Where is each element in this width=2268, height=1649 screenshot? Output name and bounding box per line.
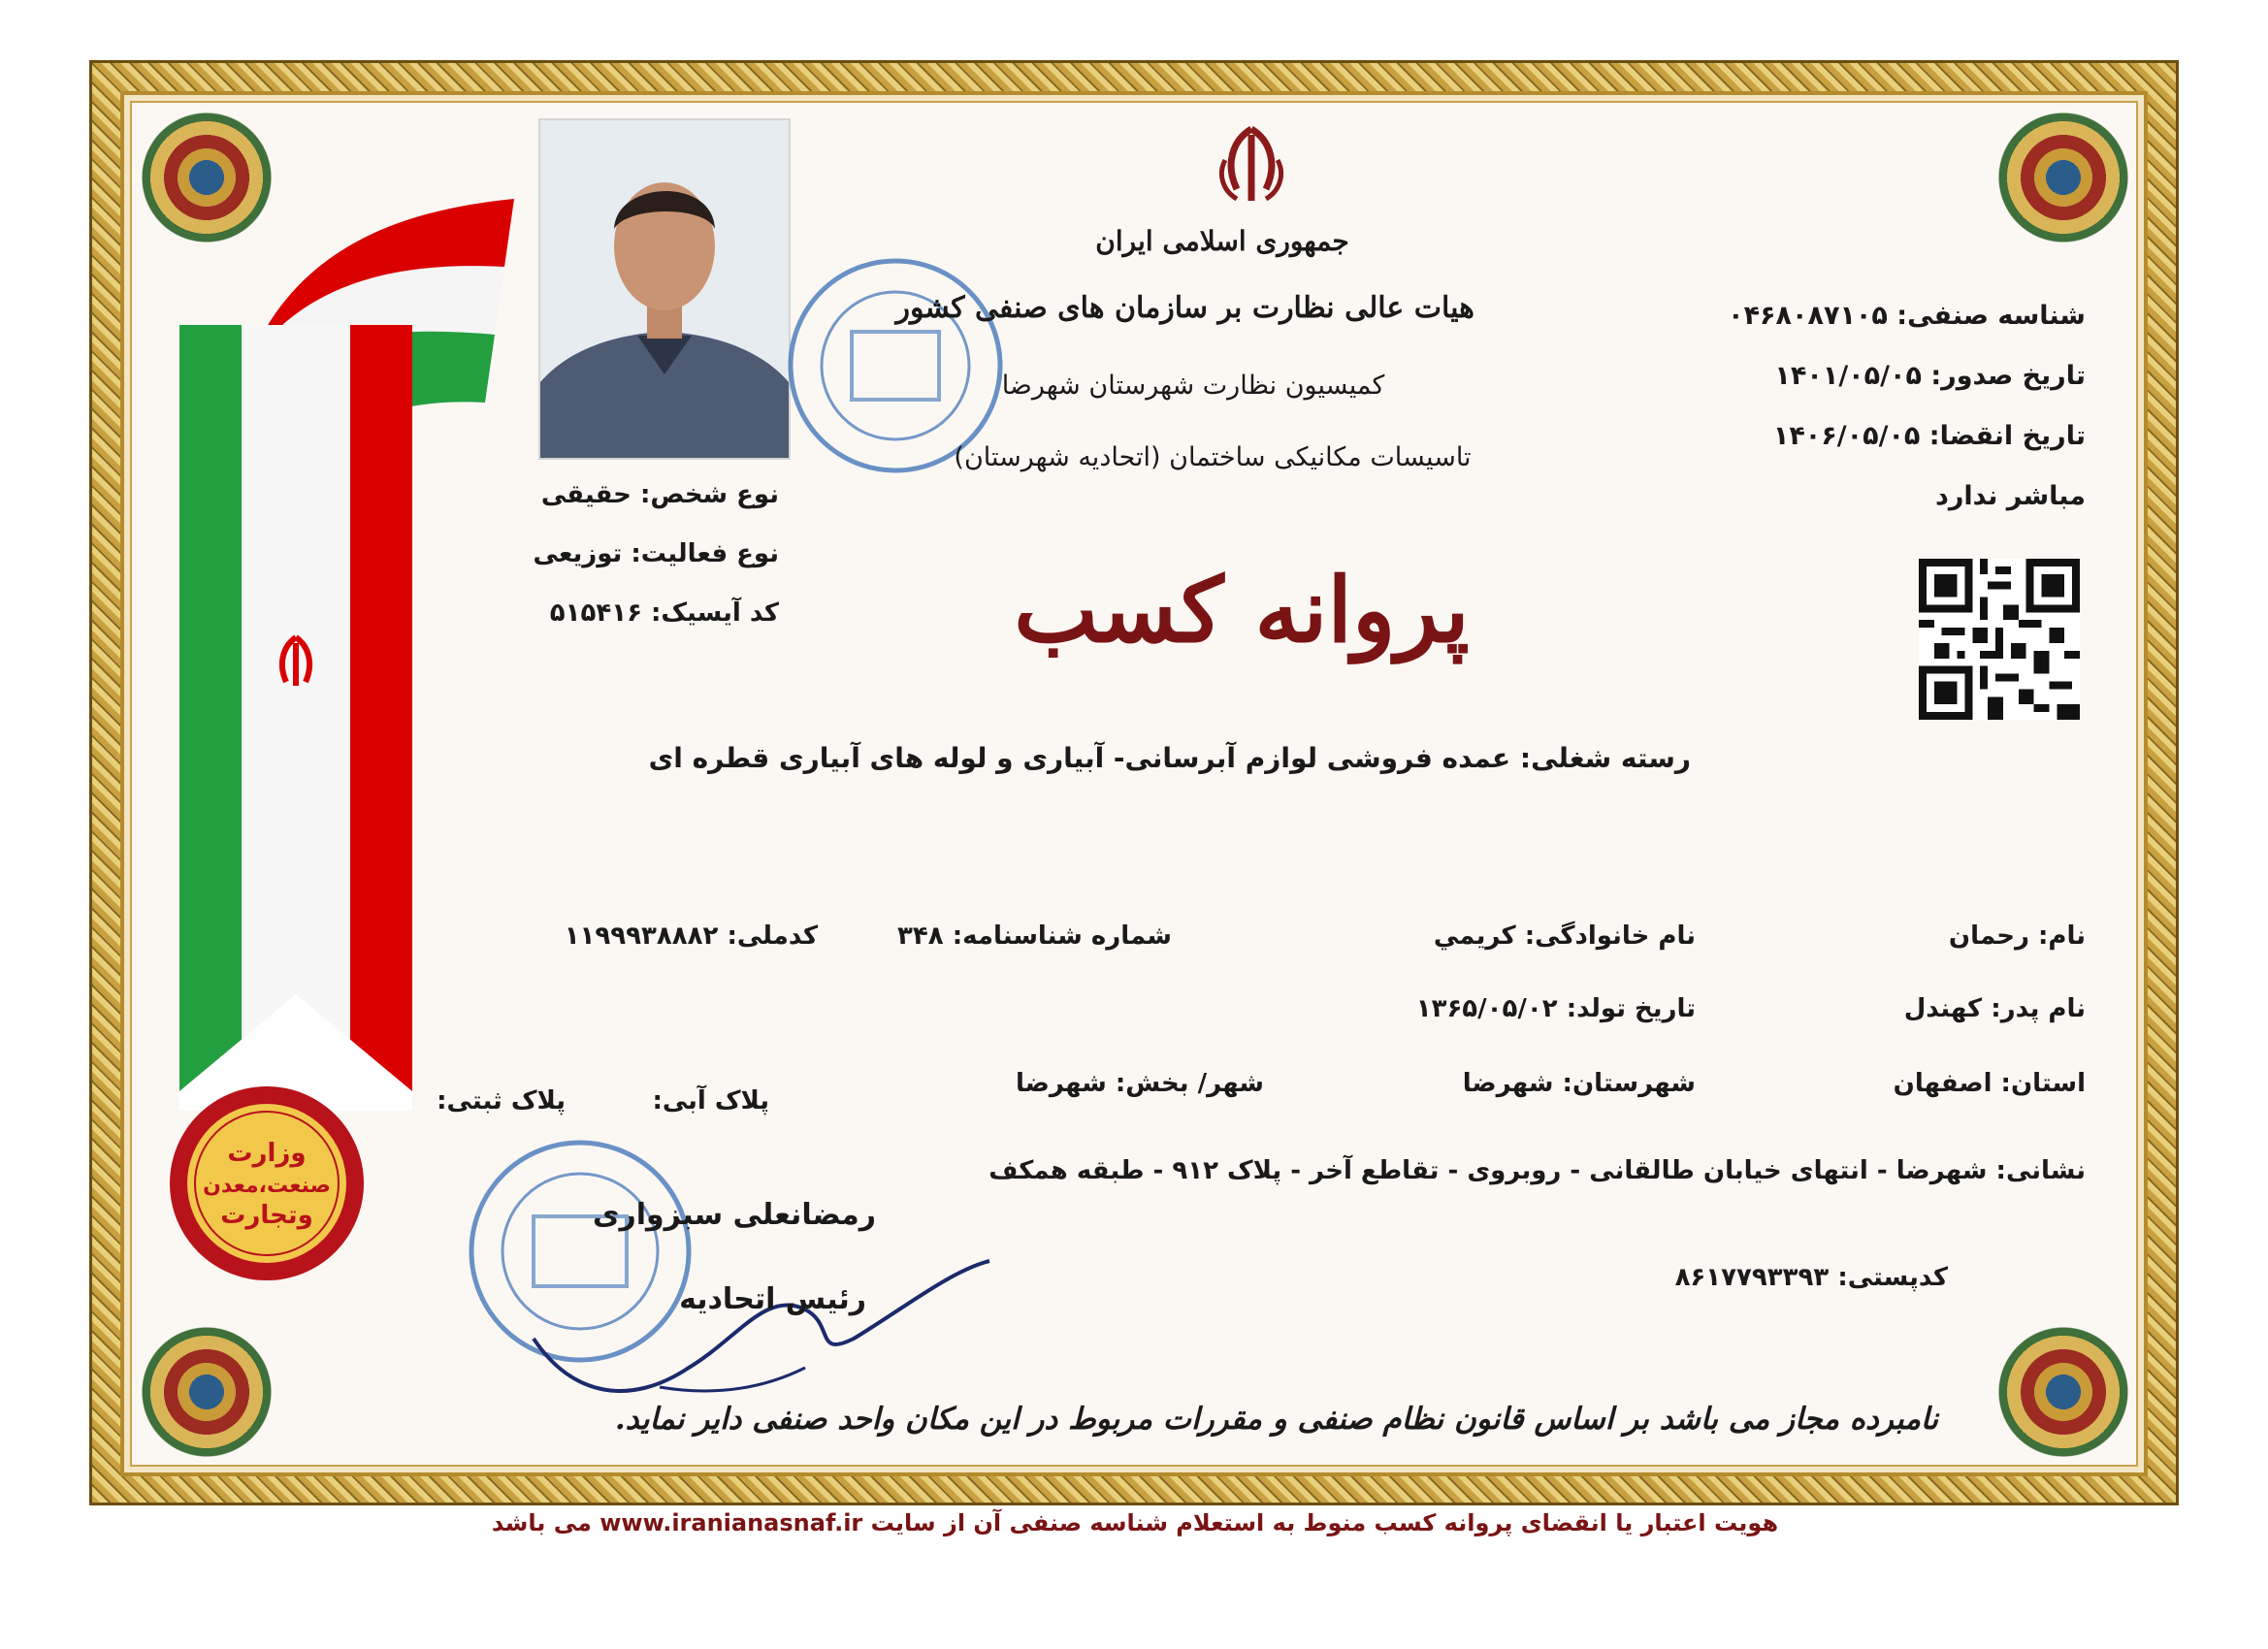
- validity-note: هویت اعتبار یا انقضای پروانه کسب منوط به استعلام شناسه صنفی آن از سایت www.iranianasnaf.ir می باشد: [491, 1509, 1779, 1536]
- field-national-code: کدملی: ۱۱۹۹۹۳۸۸۸۲: [564, 922, 818, 951]
- field-city: شهر/ بخش: شهرضا: [1016, 1069, 1264, 1098]
- medal-line2: صنعت،معدن: [203, 1174, 331, 1198]
- medal-line3: وتجارت: [220, 1201, 313, 1230]
- expiry-date: تاریخ انقضا: ۱۴۰۶/۰۵/۰۵: [1772, 421, 2086, 451]
- holder-photo: [538, 118, 791, 460]
- header-line4: تاسیسات مکانیکی ساختمان (اتحادیه شهرستان): [954, 442, 1472, 472]
- activity-type: نوع فعالیت: توزیعی: [533, 539, 779, 568]
- field-address: نشانی: شهرضا - انتهای خیابان طالقانی - روبروی - تقاطع آخر - پلاک ۹۱۲ - طبقه همکف: [988, 1156, 2086, 1185]
- field-father: نام پدر: کهندل: [1903, 994, 2086, 1023]
- isic-code: کد آیسیک: ۵۱۵۴۱۶: [549, 598, 779, 628]
- header-line3: کمیسیون نظارت شهرستان شهرضا: [1001, 371, 1385, 401]
- corner-ornament-bottom-left: [134, 1319, 279, 1465]
- signature-scribble: [514, 1251, 999, 1416]
- field-name: نام: رحمان: [1948, 922, 2086, 951]
- corner-ornament-top-right: [1991, 105, 2136, 250]
- qr-code: [1919, 559, 2080, 720]
- field-province: استان: اصفهان: [1893, 1069, 2086, 1098]
- field-birth-date: تاریخ تولد: ۱۳۶۵/۰۵/۰۲: [1415, 994, 1696, 1023]
- field-county: شهرستان: شهرضا: [1462, 1069, 1696, 1098]
- field-family: نام خانوادگی: کریمي: [1433, 922, 1696, 951]
- flag-ribbon: [165, 179, 524, 1111]
- footer-note: نامبرده مجاز می باشد بر اساس قانون نظام صنفی و مقررات مربوط در این مکان واحد صنفی دایر نماید.: [614, 1402, 1938, 1437]
- certificate-title: پروانه کسب: [1014, 558, 1470, 663]
- medal-line1: وزارت: [227, 1139, 307, 1168]
- field-reg-plate: پلاک ثبتی:: [437, 1086, 566, 1116]
- header-line2: هیات عالی نظارت بر سازمان های صنفی کشور: [895, 291, 1474, 325]
- person-type: نوع شخص: حقیقی: [540, 480, 779, 509]
- occupation: رسته شغلی: عمده فروشی لوازم آبرسانی- آبیاری و لوله های آبیاری قطره ای: [648, 742, 1691, 774]
- manager-status: مباشر ندارد: [1934, 481, 2086, 511]
- ministry-medal: [165, 1082, 369, 1285]
- signatory-name: رمضانعلی سبزواری: [592, 1198, 876, 1232]
- corner-ornament-bottom-right: [1991, 1319, 2136, 1465]
- signatory-role: رئیس اتحادیه: [679, 1282, 866, 1316]
- field-postal: کدپستی: ۸۶۱۷۷۹۳۳۹۳: [1674, 1263, 1948, 1292]
- iran-emblem-icon: [1208, 121, 1295, 209]
- issue-date: تاریخ صدور: ۱۴۰۱/۰۵/۰۵: [1774, 361, 2086, 391]
- guild-id: شناسه صنفی: ۰۴۶۸۰۸۷۱۰۵: [1728, 301, 2086, 331]
- field-birth-cert: شماره شناسنامه: ۳۴۸: [897, 922, 1172, 951]
- field-water-plate: پلاک آبی:: [652, 1086, 769, 1116]
- header-line1: جمهوری اسلامی ایران: [1095, 225, 1349, 257]
